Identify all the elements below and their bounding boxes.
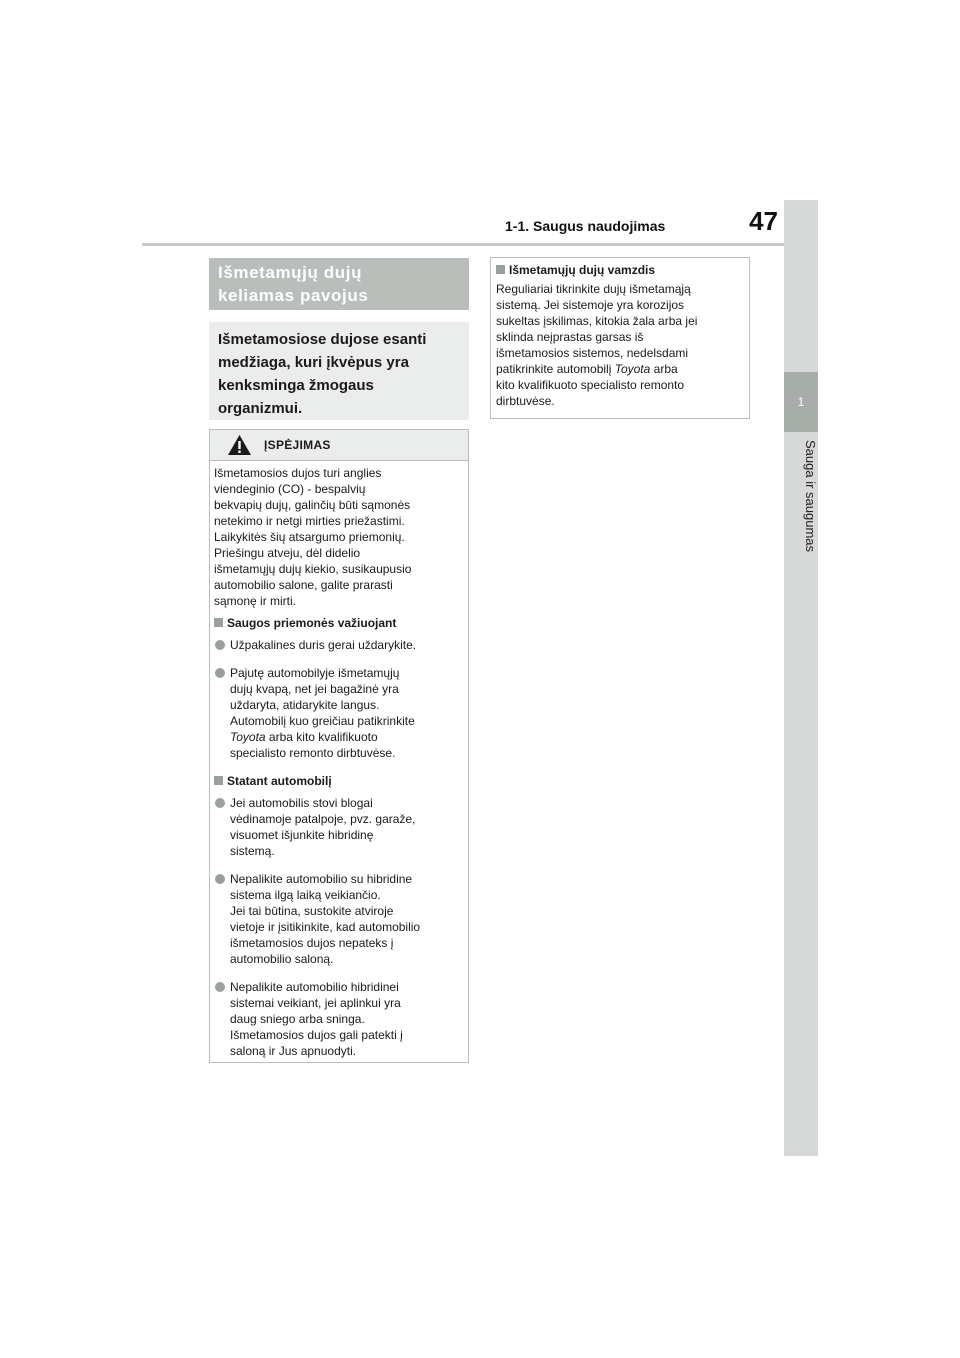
warning-body bbox=[210, 461, 468, 1059]
parking-heading bbox=[214, 773, 464, 789]
hazard-heading-line2: keliamas pavojus bbox=[218, 286, 369, 305]
warning-box bbox=[209, 429, 469, 1063]
circle-bullet-icon bbox=[215, 668, 225, 678]
square-bullet-icon bbox=[214, 776, 223, 785]
hazard-heading bbox=[209, 258, 469, 310]
list-item bbox=[214, 665, 464, 761]
exhaust-pipe-heading bbox=[496, 262, 744, 278]
warning-triangle-icon bbox=[227, 434, 252, 456]
parking-heading-text: Statant automobilį bbox=[227, 774, 332, 788]
header-divider bbox=[142, 243, 784, 246]
chapter-number: 1 bbox=[797, 395, 805, 409]
square-bullet-icon bbox=[214, 618, 223, 627]
list-item bbox=[214, 795, 464, 859]
list-item-text: Nepalikite automobilio su hibridine sistema ilgą laiką veikiančio. Jei tai būtina, sustokite atviroje vietoje ir įsitikinkite, kad automobilio išmetamosios dujos nepateks į automobilio saloną. bbox=[230, 872, 421, 966]
exhaust-pipe-text bbox=[496, 281, 744, 409]
hazard-intro: Išmetamosiose dujose esanti medžiaga, kuri įkvėpus yra kenksminga žmogaus organizmui. bbox=[209, 322, 469, 420]
list-item-text-part2: arba kito kvalifikuoto specialisto remonto dirbtuvėse. bbox=[230, 730, 396, 760]
list-item-text bbox=[230, 665, 415, 761]
exhaust-pipe-text-part2: arba kito kvalifikuoto specialisto remonto dirbtuvėse. bbox=[496, 362, 685, 408]
page-number: 47 bbox=[749, 206, 778, 236]
circle-bullet-icon bbox=[215, 982, 225, 992]
brand-name: Toyota bbox=[614, 362, 651, 376]
chapter-label-container bbox=[784, 440, 818, 640]
exhaust-pipe-text-part1: Reguliariai tikrinkite dujų išmetamąją sistemą. Jei sistemoje yra korozijos sukeltas įskilimas, kitokia žala arba jei sklinda neįprastas garsas iš išmetamosios sistemos, nedelsdami patikrinkite automobilį bbox=[496, 282, 698, 376]
warning-header bbox=[210, 430, 468, 461]
circle-bullet-icon bbox=[215, 798, 225, 808]
list-item-text: Jei automobilis stovi blogai vėdinamoje patalpoje, pvz. garaže, visuomet išjunkite hibridinę sistemą. bbox=[230, 796, 416, 858]
chapter-label: Sauga ir saugumas bbox=[803, 440, 818, 553]
chapter-number-box bbox=[784, 372, 818, 432]
warning-title: ĮSPĖJIMAS bbox=[264, 438, 331, 452]
exhaust-pipe-heading-text: Išmetamųjų dujų vamzdis bbox=[509, 263, 656, 277]
circle-bullet-icon bbox=[215, 874, 225, 884]
list-item bbox=[214, 637, 464, 653]
section-title: 1-1. Saugus naudojimas bbox=[505, 218, 666, 234]
hazard-heading-line1: Išmetamųjų dujų bbox=[218, 263, 363, 282]
exhaust-pipe-box bbox=[490, 257, 750, 419]
driving-precautions-heading-text: Saugos priemonės važiuojant bbox=[227, 616, 397, 630]
list-item bbox=[214, 871, 464, 967]
list-item-text-part1: Pajutę automobilyje išmetamųjų dujų kvapą, net jei bagažinė yra uždaryta, atidarykite langus. Automobilį kuo greičiau patikrinkite bbox=[230, 666, 415, 728]
warning-intro: Išmetamosios dujos turi anglies viendeginio (CO) - bespalvių bekvapių dujų, galinčių būti sąmonės netekimo ir netgi mirties priežastimi. Laikykitės šių atsargumo priemonių. Priešingu atveju, dėl didelio išmetamųjų dujų kiekio, susikaupusio automobilio salone, galite prarasti sąmonę ir mirti. bbox=[214, 466, 412, 608]
driving-precautions-heading bbox=[214, 615, 464, 631]
list-item bbox=[214, 979, 464, 1059]
square-bullet-icon bbox=[496, 265, 505, 274]
brand-name: Toyota bbox=[230, 730, 266, 744]
circle-bullet-icon bbox=[215, 640, 225, 650]
chapter-side-tab bbox=[784, 200, 818, 1156]
list-item-text: Nepalikite automobilio hibridinei sistemai veikiant, jei aplinkui yra daug sniego arba sninga. Išmetamosios dujos gali patekti į saloną ir Jus apnuodyti. bbox=[230, 980, 403, 1058]
list-item-text: Užpakalines duris gerai uždarykite. bbox=[230, 638, 417, 652]
